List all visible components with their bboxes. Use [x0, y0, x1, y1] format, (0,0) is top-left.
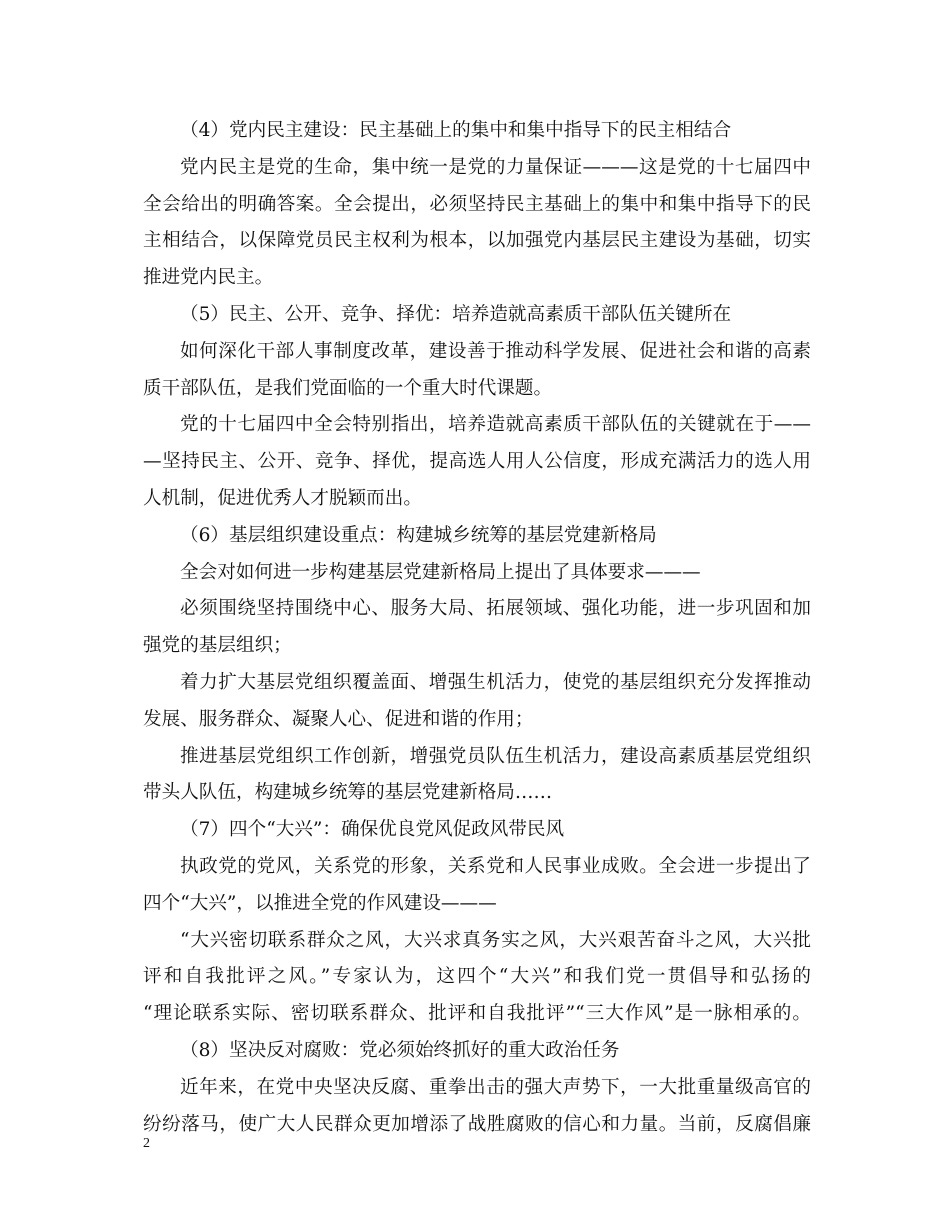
text-line: （4）党内民主建设：民主基础上的集中和集中指导下的民主相结合 — [180, 120, 732, 141]
text-line: “大兴密切联系群众之风，大兴求真务实之风，大兴艰苦奋斗之风，大兴批 — [180, 929, 811, 951]
text-line: 近年来，在党中央坚决反腐、重拳出击的强大声势下，一大批重量级高官的 — [180, 1076, 811, 1098]
text-line: 着力扩大基层党组织覆盖面、增强生机活力，使党的基层组织充分发挥推动 — [180, 671, 811, 693]
text-line: 主相结合，以保障党员民主权利为根本，以加强党内基层民主建设为基础，切实 — [143, 230, 811, 252]
text-line: 纷纷落马，使广大人民群众更加增添了战胜腐败的信心和力量。当前，反腐倡廉 — [143, 1113, 811, 1135]
text-line: 必须围绕坚持围绕中心、服务大局、拓展领域、强化功能，进一步巩固和加 — [180, 598, 811, 620]
section-heading: （8）坚决反对腐败：党必须始终抓好的重大政治任务 — [180, 1039, 620, 1061]
text-line: 推进基层党组织工作创新，增强党员队伍生机活力，建设高素质基层党组织 — [180, 745, 811, 767]
section-heading: （5）民主、公开、竞争、择优：培养造就高素质干部队伍关键所在 — [180, 303, 732, 325]
text-line: 党内民主是党的生命，集中统一是党的力量保证———这是党的十七届四中 — [180, 156, 811, 178]
text-line: 强党的基层组织； — [143, 635, 292, 657]
body-text — [143, 113, 811, 1143]
text-line: 评和自我批评之风。”专家认为，这四个“大兴”和我们党一贯倡导和弘扬的 — [143, 966, 811, 988]
text-line: 质干部队伍，是我们党面临的一个重大时代课题。 — [143, 377, 553, 399]
text-line: 发展、服务群众、凝聚人心、促进和谐的作用； — [143, 708, 534, 730]
text-line: 执政党的党风，关系党的形象，关系党和人民事业成败。全会进一步提出了 — [180, 855, 811, 877]
text-line: —坚持民主、公开、竞争、择优，提高选人用人公信度，形成充满活力的选人用 — [143, 451, 811, 473]
text-line: 带头人队伍，构建城乡统筹的基层党建新格局…… — [143, 782, 553, 804]
section-heading: （7）四个“大兴”：确保优良党风促政风带民风 — [180, 819, 565, 841]
text-line: 人机制，促进优秀人才脱颖而出。 — [143, 487, 422, 509]
section-heading: （6）基层组织建设重点：构建城乡统筹的基层党建新格局 — [180, 524, 657, 546]
text-line: 全会给出的明确答案。全会提出，必须坚持民主基础上的集中和集中指导下的民 — [143, 193, 811, 215]
text-line: 如何深化干部人事制度改革，建设善于推动科学发展、促进社会和谐的高素 — [180, 340, 811, 362]
text-line: 全会对如何进一步构建基层党建新格局上提出了具体要求——— — [180, 561, 701, 583]
text-line: “理论联系实际、密切联系群众、批评和自我批评”“三大作风”是一脉相承的。 — [143, 1003, 811, 1025]
page-number: 2 — [143, 1136, 150, 1151]
text-line: 推进党内民主。 — [143, 267, 274, 289]
text-line: 党的十七届四中全会特别指出，培养造就高素质干部队伍的关键就在于—— — [180, 414, 811, 436]
text-line: 四个“大兴”，以推进全党的作风建设——— — [143, 892, 497, 914]
